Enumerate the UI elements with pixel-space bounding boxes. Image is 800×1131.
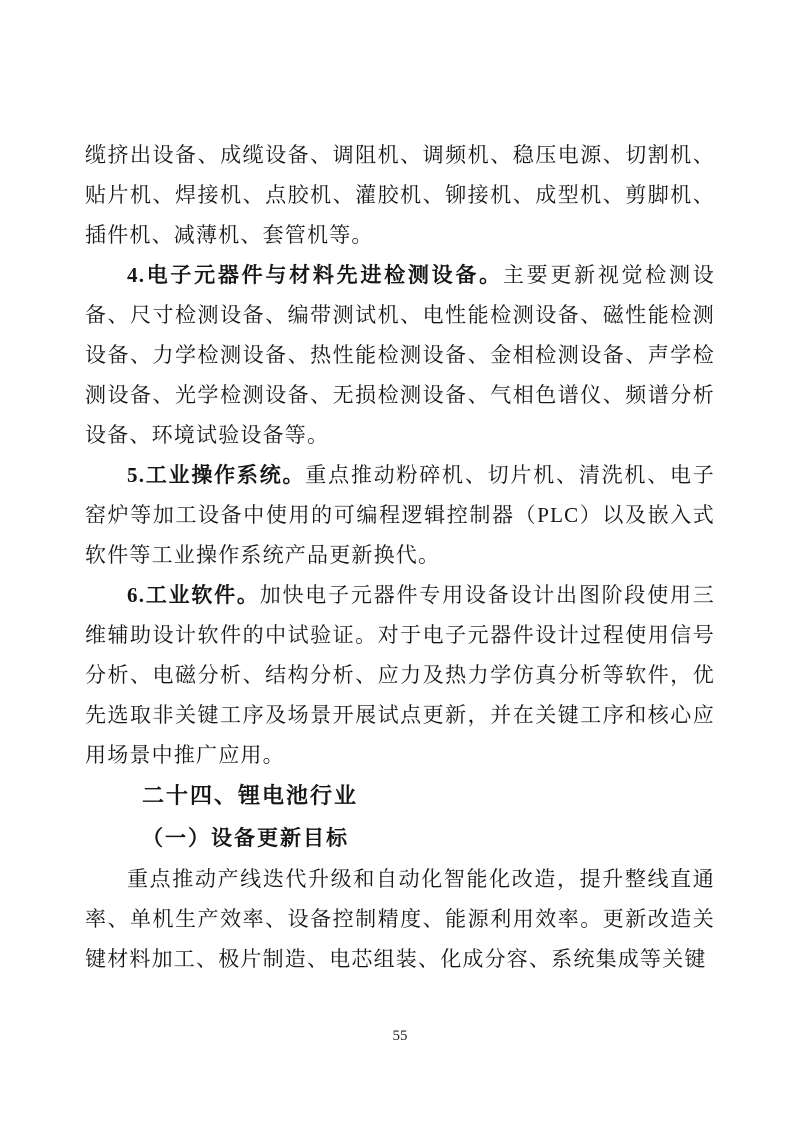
item-4-title: 4.电子元器件与材料先进检测设备。 xyxy=(127,263,503,287)
paragraph-continued: 缆挤出设备、成缆设备、调阻机、调频机、稳压电源、切割机、贴片机、焊接机、点胶机、灌胶机、铆接机、成型机、剪脚机、插件机、减薄机、套管机等。 xyxy=(85,143,715,247)
paragraph-goal: 重点推动产线迭代升级和自动化智能化改造，提升整线直通率、单机生产效率、设备控制精度、能源利用效率。更新改造关键材料加工、极片制造、电芯组装、化成分容、系统集成等关键 xyxy=(85,867,715,971)
paragraph-item-5 xyxy=(85,455,715,575)
item-5-text: 重点推动粉碎机、切片机、清洗机、电子窑炉等加工设备中使用的可编程逻辑控制器（PLC）以及嵌入式软件等工业操作系统产品更新换代。 xyxy=(85,463,715,567)
sub-heading-equipment-update-goal: （一）设备更新目标 xyxy=(142,826,349,850)
document-body xyxy=(85,135,715,979)
item-6-title: 6.工业软件。 xyxy=(127,583,260,607)
page-number: 55 xyxy=(392,1028,408,1044)
item-4-text: 主要更新视觉检测设备、尺寸检测设备、编带测试机、电性能检测设备、磁性能检测设备、力学检测设备、热性能检测设备、金相检测设备、声学检测设备、光学检测设备、无损检测设备、气相色谱仪、频谱分析设备、环境试验设备等。 xyxy=(85,263,715,447)
item-5-title: 5.工业操作系统。 xyxy=(127,463,306,487)
section-heading-lithium-battery: 二十四、锂电池行业 xyxy=(142,783,359,808)
paragraph-item-6 xyxy=(85,575,715,775)
item-6-text: 加快电子元器件专用设备设计出图阶段使用三维辅助设计软件的中试验证。对于电子元器件设计过程使用信号分析、电磁分析、结构分析、应力及热力学仿真分析等软件，优先选取非关键工序及场景开展试点更新，并在关键工序和核心应用场景中推广应用。 xyxy=(85,583,715,767)
paragraph-item-4 xyxy=(85,255,715,455)
